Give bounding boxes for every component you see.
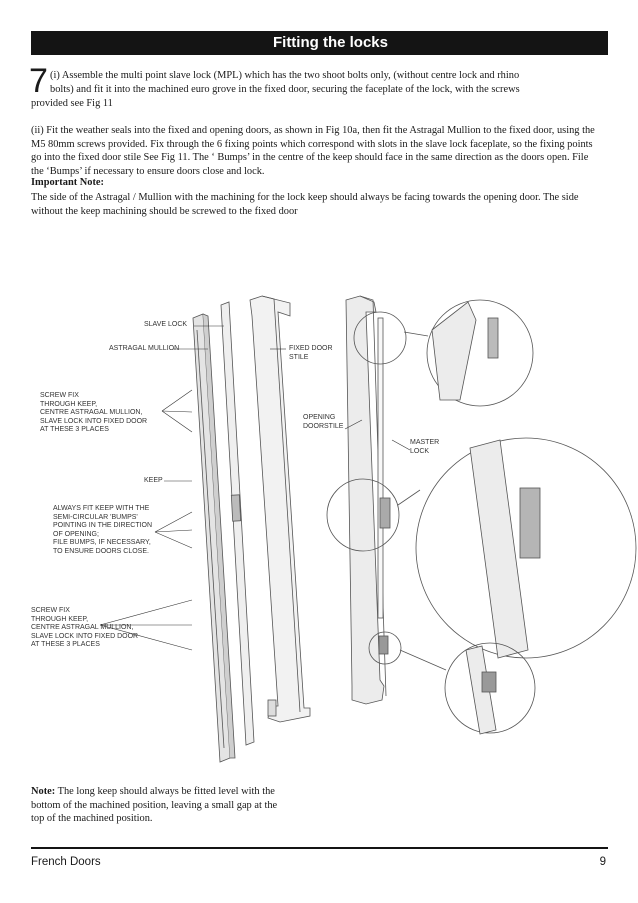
label-astragal-mullion: ASTRAGAL MULLION xyxy=(109,345,180,352)
step-paragraph-line-1: (i) Assemble the multi point slave lock (MPL) which has the two shoot bolts only, (without centre lock and rhino xyxy=(50,70,520,81)
note-label: Note: xyxy=(31,786,56,797)
label-screw-fix-upper: SCREW FIX THROUGH KEEP, CENTRE ASTRAGAL MULLION, SLAVE LOCK INTO FIXED DOOR AT THESE 3 PLACES xyxy=(40,392,148,434)
step-paragraph-ii: (ii) Fit the weather seals into the fixed and opening doors, as shown in Fig 10a, then fit the Astragal Mullion to the fixed door, using the M5 80mm screws provided. Fix through the 6 fixing points which correspond with slots in the slave lock faceplate, so the fixing points go into the fixed door stile See Fig 11. The ‘ Bumps’ in the centre of the keep should face in the same direction as the doors open. File the ‘Bumps’ if necessary to ensure doors close and lock. xyxy=(31,125,595,177)
label-fixed-door-stile: FIXED DOOR STILE xyxy=(289,345,333,361)
note-text: The long keep should always be fitted level with the bottom of the machined position, leaving a small gap at the top of the machined position. xyxy=(31,786,278,824)
step-paragraph-line-2: bolts) and fit it into the machined euro grove in the fixed door, securing the faceplate of the lock, with the screws xyxy=(50,84,520,95)
label-keep: KEEP xyxy=(144,477,163,484)
opening-doorstile-drawing xyxy=(346,296,390,704)
step-number: 7 xyxy=(29,62,48,100)
footer-divider xyxy=(31,847,608,849)
label-opening-doorstile: OPENING DOORSTILE xyxy=(303,414,344,430)
page-number: 9 xyxy=(599,856,606,868)
page-title: Fitting the locks xyxy=(272,34,388,51)
important-note-text: The side of the Astragal / Mullion with the machining for the lock keep should always be facing towards the opening door. The side without the keep machining should be screwed to the fixed door xyxy=(31,192,579,217)
label-always-fit-keep: ALWAYS FIT KEEP WITH THE SEMI-CIRCULAR 'BUMPS' POINTING IN THE DIRECTION OF OPENING; FILE BUMPS, IF NECESSARY, TO ENSURE DOORS CLOSE. xyxy=(53,505,153,555)
step-paragraph-line-3: provided see Fig 11 xyxy=(31,98,113,109)
label-master-lock: MASTER LOCK xyxy=(410,439,440,455)
footer-title: French Doors xyxy=(31,856,101,868)
label-screw-fix-lower: SCREW FIX THROUGH KEEP, CENTRE ASTRAGAL MULLION, SLAVE LOCK INTO FIXED DOOR AT THESE 3 PLACES xyxy=(31,607,139,649)
label-slave-lock: SLAVE LOCK xyxy=(144,321,188,328)
bottom-note xyxy=(31,785,291,826)
important-note-label: Important Note: xyxy=(31,177,105,188)
detail-circle-bottom xyxy=(369,632,535,734)
